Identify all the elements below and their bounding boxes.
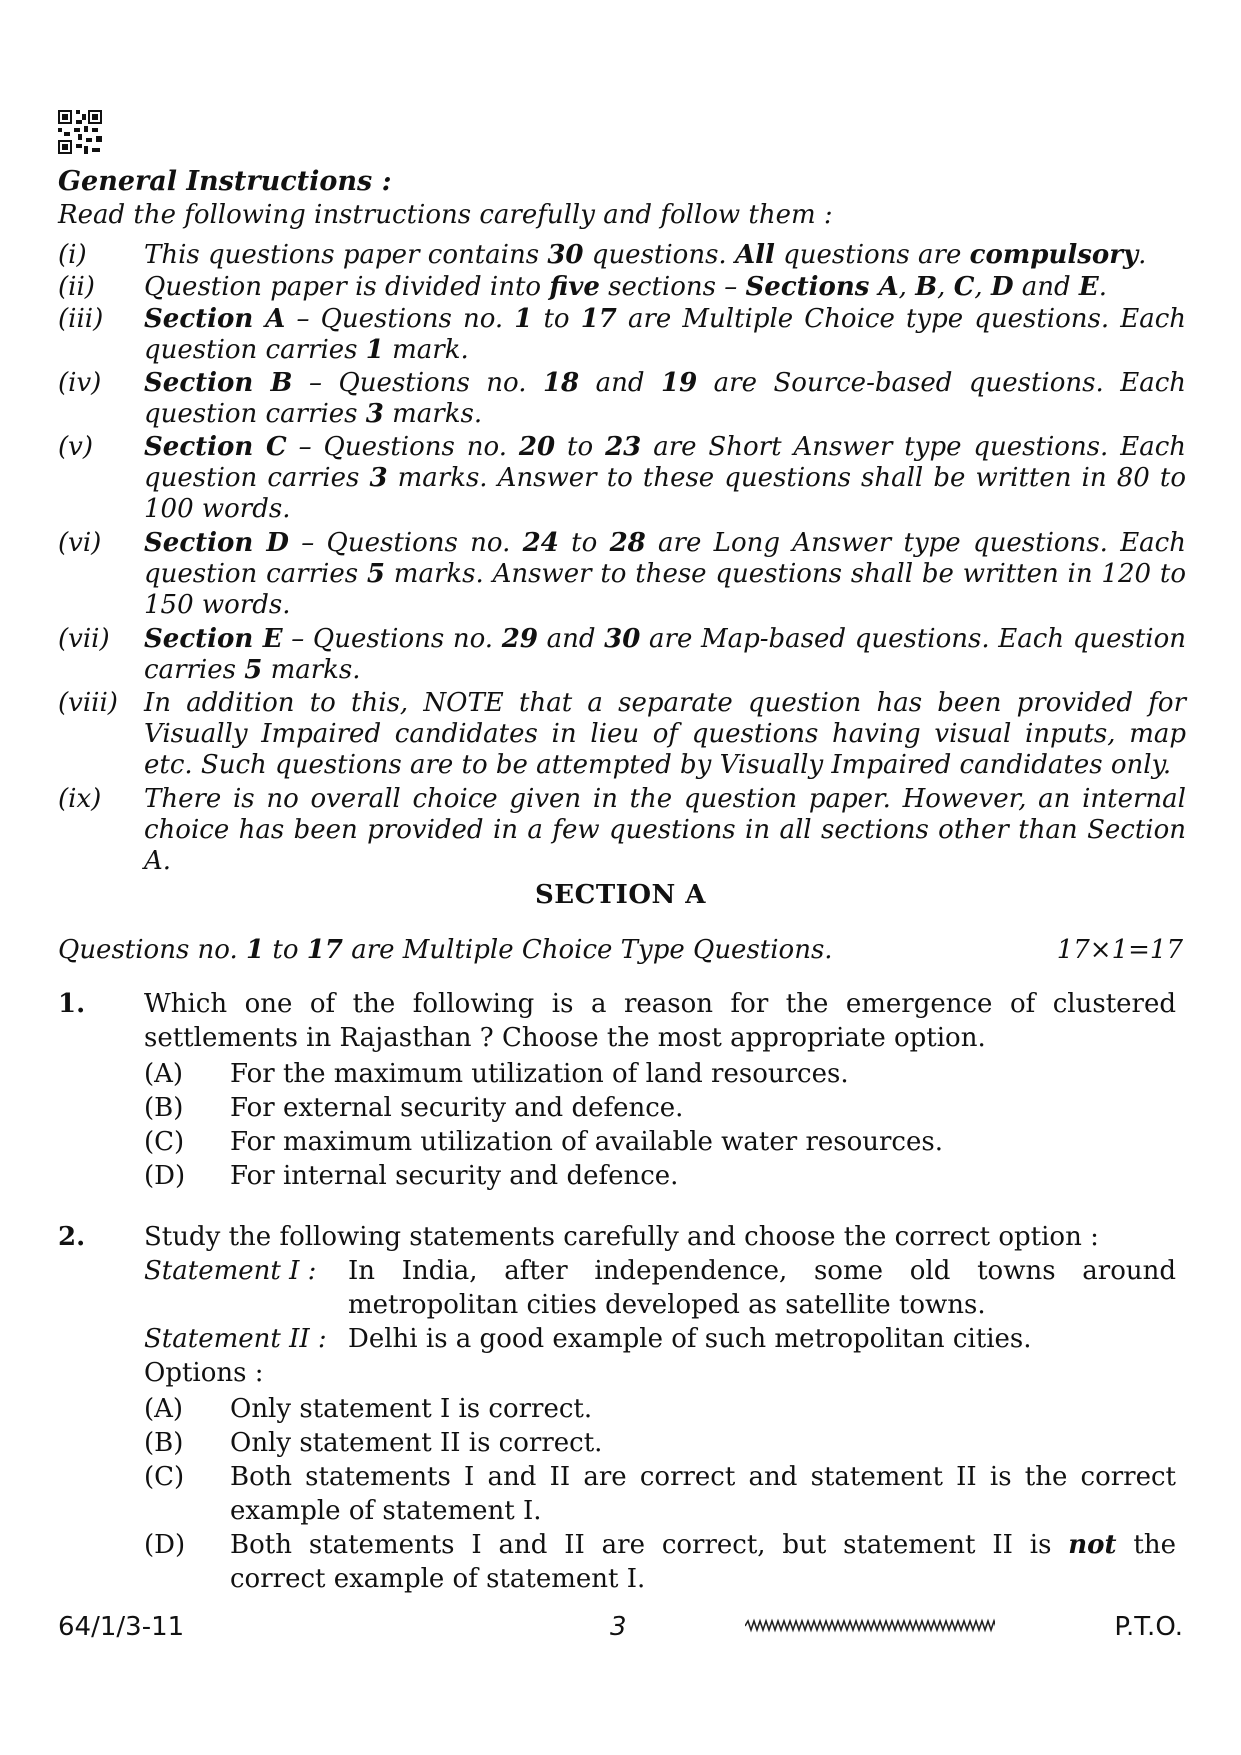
- question-text: Which one of the following is a reason for the emergence of clustered settlements in Rajasthan ? Choose the most appropriate option.: [144, 989, 1176, 1053]
- instruction-number: (ix): [58, 784, 102, 814]
- instruction-number: (vi): [58, 528, 102, 558]
- wavy-line-icon: [745, 1618, 995, 1634]
- instruction-text: Section E – Questions no. 29 and 30 are Map-based questions. Each question carries 5 marks.: [144, 624, 1187, 685]
- statement-label: Statement I :: [144, 1256, 317, 1286]
- section-heading: SECTION A: [535, 880, 706, 910]
- pto-label: P.T.O.: [1114, 1612, 1183, 1642]
- statement-text: Delhi is a good example of such metropolitan cities.: [348, 1324, 1032, 1354]
- page-number: 3: [610, 1612, 627, 1642]
- option-text: Only statement I is correct.: [230, 1394, 593, 1424]
- option-text: For external security and defence.: [230, 1093, 684, 1123]
- instruction-text: This questions paper contains 30 questions. All questions are compulsory.: [144, 240, 1147, 270]
- option-label: (C): [144, 1127, 185, 1157]
- option-text: Both statements I and II are correct and statement II is the correct example of statement I.: [230, 1462, 1176, 1526]
- qr-code-icon: [58, 110, 102, 154]
- statement-label: Statement II :: [144, 1324, 327, 1354]
- instruction-number: (viii): [58, 688, 118, 718]
- option-label: (D): [144, 1530, 186, 1560]
- option-text: For the maximum utilization of land resources.: [230, 1059, 849, 1089]
- instruction-text: In addition to this, NOTE that a separate question has been provided for Visually Impaired candidates in lieu of questions having visual inputs, map etc. Such questions are to be attempted by Visually Impaired candidates only.: [144, 688, 1186, 780]
- paper-code: 64/1/3-11: [58, 1612, 185, 1642]
- instruction-text: Section A – Questions no. 1 to 17 are Multiple Choice type questions. Each question carries 1 mark.: [144, 304, 1187, 365]
- option-label: (D): [144, 1161, 186, 1191]
- question-text: Study the following statements carefully and choose the correct option :: [144, 1222, 1099, 1252]
- instruction-text: Section D – Questions no. 24 to 28 are Long Answer type questions. Each question carries 5 marks. Answer to these questions shall be written in 120 to 150 words.: [144, 528, 1186, 620]
- section-marks: 17×1=17: [1056, 935, 1183, 965]
- option-label: (B): [144, 1093, 184, 1123]
- instruction-number: (v): [58, 432, 93, 462]
- option-text: For maximum utilization of available water resources.: [230, 1127, 943, 1157]
- option-label: (C): [144, 1462, 185, 1492]
- question-number: 2.: [58, 1222, 86, 1252]
- section-intro: Questions no. 1 to 17 are Multiple Choice Type Questions.: [58, 935, 833, 965]
- option-text: For internal security and defence.: [230, 1161, 679, 1191]
- option-label: (A): [144, 1394, 184, 1424]
- instruction-number: (i): [58, 240, 87, 270]
- options-label-text: Options :: [144, 1358, 264, 1388]
- option-label: (B): [144, 1428, 184, 1458]
- instruction-text: Section B – Questions no. 18 and 19 are Source-based questions. Each question carries 3 marks.: [144, 368, 1187, 429]
- option-text: Only statement II is correct.: [230, 1428, 603, 1458]
- instruction-number: (vii): [58, 624, 110, 654]
- instruction-text: Question paper is divided into five sections – Sections A, B, C, D and E.: [144, 272, 1107, 302]
- instruction-text: There is no overall choice given in the question paper. However, an internal choice has been provided in a few questions in all sections other than Section A.: [144, 784, 1186, 876]
- option-label: (A): [144, 1059, 184, 1089]
- instruction-number: (iv): [58, 368, 102, 398]
- question-number: 1.: [58, 989, 86, 1019]
- instruction-text: Section C – Questions no. 20 to 23 are Short Answer type questions. Each question carries 3 marks. Answer to these questions shall be written in 80 to 100 words.: [144, 432, 1187, 524]
- general-instructions-title: General Instructions :: [58, 166, 392, 197]
- instruction-number: (iii): [58, 304, 104, 334]
- statement-text: In India, after independence, some old towns around metropolitan cities developed as satellite towns.: [348, 1256, 1176, 1320]
- instruction-number: (ii): [58, 272, 95, 302]
- option-text: Both statements I and II are correct, but statement II is not the correct example of statement I.: [230, 1530, 1176, 1594]
- general-instructions-intro: Read the following instructions carefully and follow them :: [58, 200, 833, 230]
